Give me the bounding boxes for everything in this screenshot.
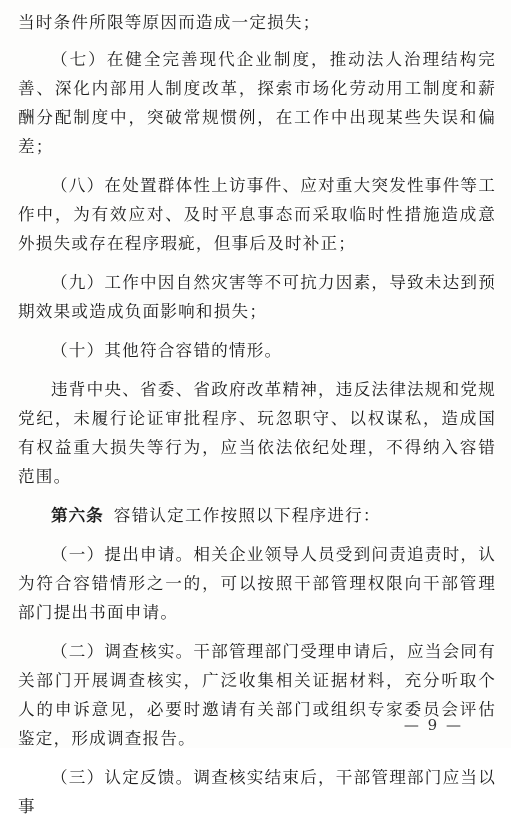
paragraph-item-9: （九）工作中因自然灾害等不可抗力因素，导致未达到预期效果或造成负面影响和损失； <box>18 273 496 321</box>
paragraph-item-8: （八）在处置群体性上访事件、应对重大突发性事件等工作中，为有效应对、及时平息事态而采取临时性措施造成意外损失或存在程序瑕疵，但事后及时补正； <box>18 176 496 253</box>
paragraph-violation-exclusion: 违背中央、省委、省政府改革精神，违反法律法规和党规党纪，未履行论证审批程序、玩忽职守、以权谋私，造成国有权益重大损失等行为，应当依法依纪处理，不得纳入容错范围。 <box>18 380 496 486</box>
procedure-step-1: （一）提出申请。相关企业领导人员受到问责追责时，认为符合容错情形之一的，可以按照干部管理权限向干部管理部门提出书面申请。 <box>18 545 496 622</box>
procedure-step-2: （二）调查核实。干部管理部门受理申请后，应当会同有关部门开展调查核实，广泛收集相关证据材料，充分听取个人的申诉意见，必要时邀请有关部门或组织专家委员会评估鉴定，形成调查报告。 <box>18 642 496 748</box>
article-number: 第六条 <box>51 506 104 525</box>
page-number: — 9 — <box>403 716 463 734</box>
paragraph-item-10: （十）其他符合容错的情形。 <box>51 341 283 360</box>
paragraph-continuation: 当时条件所限等原因而造成一定损失； <box>18 13 321 32</box>
paragraph-item-7: （七）在健全完善现代企业制度，推动法人治理结构完善、深化内部用人制度改革，探索市场化劳动用工制度和薪酬分配制度中，突破常规惯例，在工作中出现某些失误和偏差； <box>18 50 496 156</box>
procedure-step-3: （三）认定反馈。调查核实结束后，干部管理部门应当以事 <box>18 768 496 816</box>
article-6-text: 容错认定工作按照以下程序进行： <box>113 506 381 525</box>
article-6-heading <box>18 501 496 530</box>
document-body <box>18 8 496 831</box>
